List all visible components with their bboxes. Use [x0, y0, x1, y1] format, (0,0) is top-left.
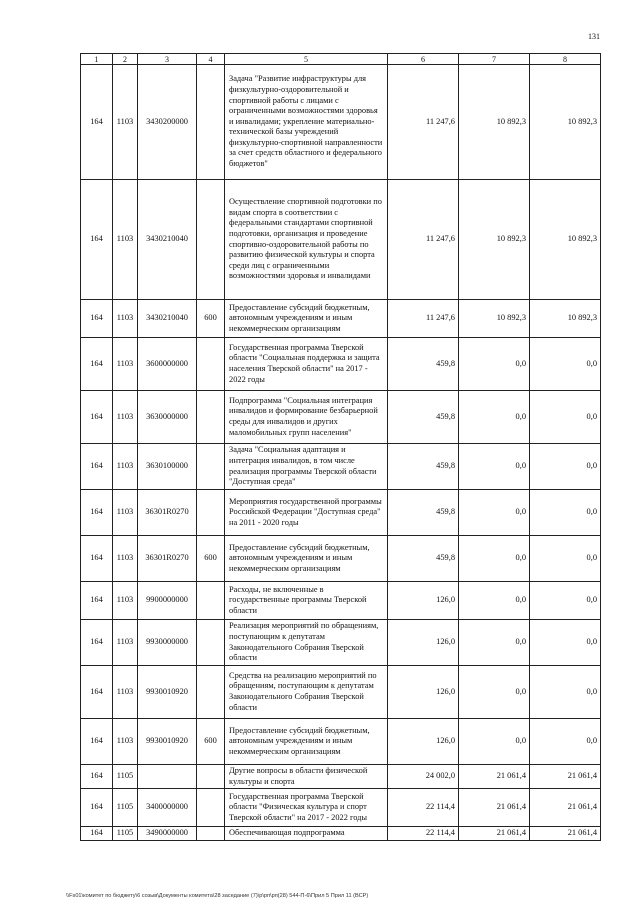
cell-grbs: 164	[81, 391, 113, 444]
cell-amount-2021: 10 892,3	[530, 180, 601, 300]
cell-amount-2021: 0,0	[530, 719, 601, 765]
cell-amount-2019: 22 114,4	[388, 827, 459, 841]
cell-amount-2021: 0,0	[530, 536, 601, 582]
header-row	[81, 54, 601, 65]
cell-description: Задача "Развитие инфраструктуры для физкультурно-оздоровительной и спортивной работы с лицами с ограниченными возможностями здоровья и инвалидами; укрепление материально-технической базы учреждений физкультурно-спортивной направленности за счет средств областного и федерального бюджетов"	[225, 65, 388, 180]
cell-section: 1103	[113, 338, 138, 391]
cell-amount-2019: 126,0	[388, 582, 459, 620]
cell-amount-2021: 0,0	[530, 444, 601, 490]
cell-amount-2020: 10 892,3	[459, 65, 530, 180]
cell-amount-2019: 11 247,6	[388, 300, 459, 338]
cell-description: Средства на реализацию мероприятий по обращениям, поступающим к депутатам Законодательного Собрания Тверской области	[225, 666, 388, 719]
cell-amount-2019: 22 114,4	[388, 789, 459, 827]
cell-amount-2019: 24 002,0	[388, 765, 459, 789]
cell-description: Государственная программа Тверской области "Социальная поддержка и защита населения Тверской области" на 2017 - 2022 годы	[225, 338, 388, 391]
table-row	[81, 536, 601, 582]
header-cell: 5	[225, 54, 388, 65]
cell-amount-2020: 0,0	[459, 391, 530, 444]
cell-expense-type	[197, 666, 225, 719]
cell-amount-2020: 0,0	[459, 536, 530, 582]
cell-description: Реализация мероприятий по обращениям, поступающим к депутатам Законодательного Собрания Тверской области	[225, 620, 388, 666]
cell-amount-2019: 126,0	[388, 620, 459, 666]
cell-expense-type	[197, 490, 225, 536]
cell-amount-2021: 21 061,4	[530, 789, 601, 827]
cell-description: Расходы, не включенные в государственные программы Тверской области	[225, 582, 388, 620]
cell-section: 1103	[113, 536, 138, 582]
table-row	[81, 300, 601, 338]
cell-amount-2019: 459,8	[388, 338, 459, 391]
table-row	[81, 65, 601, 180]
cell-section: 1103	[113, 490, 138, 536]
cell-description: Предоставление субсидий бюджетным, автономным учреждениям и иным некоммерческим организациям	[225, 536, 388, 582]
table-row	[81, 827, 601, 841]
header-cell: 6	[388, 54, 459, 65]
cell-grbs: 164	[81, 827, 113, 841]
cell-amount-2019: 126,0	[388, 666, 459, 719]
table-row	[81, 582, 601, 620]
table-row	[81, 490, 601, 536]
cell-grbs: 164	[81, 582, 113, 620]
cell-amount-2019: 11 247,6	[388, 180, 459, 300]
cell-amount-2019: 459,8	[388, 444, 459, 490]
cell-grbs: 164	[81, 180, 113, 300]
cell-target-article	[138, 765, 197, 789]
cell-description: Подпрограмма "Социальная интеграция инвалидов и формирование безбарьерной среды для инвалидов и других маломобильных групп населения"	[225, 391, 388, 444]
cell-amount-2021: 0,0	[530, 582, 601, 620]
cell-grbs: 164	[81, 300, 113, 338]
header-cell: 7	[459, 54, 530, 65]
cell-description: Государственная программа Тверской области "Физическая культура и спорт Тверской области" на 2017 - 2022 годы	[225, 789, 388, 827]
cell-target-article: 36301R0270	[138, 536, 197, 582]
cell-target-article: 36301R0270	[138, 490, 197, 536]
cell-target-article: 9900000000	[138, 582, 197, 620]
cell-amount-2021: 0,0	[530, 391, 601, 444]
cell-grbs: 164	[81, 490, 113, 536]
cell-amount-2021: 10 892,3	[530, 300, 601, 338]
file-path-footer: \\Fs01\комитет по бюджету\6 созыв\Документы комитета\28 заседание (7)\р\рп\рп(28) 544-П-6\Прил 5 Прил 11 (ВСР)	[66, 893, 369, 899]
cell-grbs: 164	[81, 444, 113, 490]
cell-amount-2021: 0,0	[530, 490, 601, 536]
cell-target-article: 3430210040	[138, 300, 197, 338]
table-row	[81, 719, 601, 765]
cell-section: 1103	[113, 300, 138, 338]
cell-target-article: 9930000000	[138, 620, 197, 666]
cell-section: 1105	[113, 765, 138, 789]
cell-expense-type	[197, 789, 225, 827]
table-row	[81, 391, 601, 444]
cell-amount-2019: 459,8	[388, 536, 459, 582]
cell-expense-type	[197, 180, 225, 300]
cell-amount-2020: 0,0	[459, 620, 530, 666]
cell-amount-2020: 0,0	[459, 490, 530, 536]
cell-target-article: 3430200000	[138, 65, 197, 180]
cell-section: 1103	[113, 620, 138, 666]
budget-table	[80, 53, 601, 841]
cell-amount-2021: 21 061,4	[530, 827, 601, 841]
table-row	[81, 666, 601, 719]
cell-amount-2021: 0,0	[530, 620, 601, 666]
cell-amount-2021: 21 061,4	[530, 765, 601, 789]
cell-amount-2021: 10 892,3	[530, 65, 601, 180]
cell-target-article: 3630100000	[138, 444, 197, 490]
table-row	[81, 338, 601, 391]
cell-target-article: 9930010920	[138, 719, 197, 765]
header-cell: 1	[81, 54, 113, 65]
cell-grbs: 164	[81, 719, 113, 765]
cell-grbs: 164	[81, 338, 113, 391]
cell-expense-type: 600	[197, 719, 225, 765]
cell-expense-type: 600	[197, 536, 225, 582]
cell-grbs: 164	[81, 65, 113, 180]
cell-grbs: 164	[81, 789, 113, 827]
cell-description: Другие вопросы в области физической культуры и спорта	[225, 765, 388, 789]
cell-target-article: 9930010920	[138, 666, 197, 719]
cell-expense-type	[197, 444, 225, 490]
cell-expense-type	[197, 338, 225, 391]
cell-description: Задача "Социальная адаптация и интеграция инвалидов, в том числе реализация программы Тверской области "Доступная среда"	[225, 444, 388, 490]
cell-amount-2019: 11 247,6	[388, 65, 459, 180]
cell-expense-type	[197, 765, 225, 789]
cell-amount-2020: 21 061,4	[459, 765, 530, 789]
cell-grbs: 164	[81, 666, 113, 719]
cell-amount-2021: 0,0	[530, 338, 601, 391]
cell-expense-type	[197, 582, 225, 620]
cell-section: 1103	[113, 582, 138, 620]
cell-amount-2020: 10 892,3	[459, 300, 530, 338]
cell-amount-2021: 0,0	[530, 666, 601, 719]
page-number: 131	[588, 32, 600, 41]
cell-description: Предоставление субсидий бюджетным, автономным учреждениям и иным некоммерческим организациям	[225, 300, 388, 338]
cell-amount-2020: 21 061,4	[459, 789, 530, 827]
cell-section: 1103	[113, 666, 138, 719]
table-row	[81, 444, 601, 490]
cell-amount-2020: 21 061,4	[459, 827, 530, 841]
cell-amount-2020: 0,0	[459, 666, 530, 719]
cell-expense-type	[197, 65, 225, 180]
header-cell: 4	[197, 54, 225, 65]
cell-amount-2020: 10 892,3	[459, 180, 530, 300]
cell-section: 1103	[113, 391, 138, 444]
cell-description: Мероприятия государственной программы Российской Федерации "Доступная среда" на 2011 - 2020 годы	[225, 490, 388, 536]
cell-section: 1105	[113, 827, 138, 841]
cell-section: 1103	[113, 180, 138, 300]
header-cell: 2	[113, 54, 138, 65]
cell-section: 1103	[113, 65, 138, 180]
cell-description: Обеспечивающая подпрограмма	[225, 827, 388, 841]
cell-amount-2020: 0,0	[459, 338, 530, 391]
cell-section: 1105	[113, 789, 138, 827]
table-row	[81, 789, 601, 827]
cell-expense-type	[197, 391, 225, 444]
cell-section: 1103	[113, 719, 138, 765]
cell-section: 1103	[113, 444, 138, 490]
cell-description: Осуществление спортивной подготовки по видам спорта в соответствии с федеральными стандартами спортивной подготовки, организация и проведение спортивно-оздоровительной работы по развитию физической культуры и спорта среди лиц с ограниченными возможностями здоровья и инвалидами	[225, 180, 388, 300]
table-row	[81, 620, 601, 666]
cell-grbs: 164	[81, 765, 113, 789]
cell-target-article: 3630000000	[138, 391, 197, 444]
header-cell: 8	[530, 54, 601, 65]
cell-description: Предоставление субсидий бюджетным, автономным учреждениям и иным некоммерческим организациям	[225, 719, 388, 765]
table-row	[81, 180, 601, 300]
cell-expense-type: 600	[197, 300, 225, 338]
cell-target-article: 3400000000	[138, 789, 197, 827]
header-cell: 3	[138, 54, 197, 65]
cell-target-article: 3490000000	[138, 827, 197, 841]
cell-grbs: 164	[81, 536, 113, 582]
cell-amount-2019: 126,0	[388, 719, 459, 765]
cell-amount-2020: 0,0	[459, 444, 530, 490]
cell-target-article: 3430210040	[138, 180, 197, 300]
cell-amount-2019: 459,8	[388, 391, 459, 444]
table-row	[81, 765, 601, 789]
cell-grbs: 164	[81, 620, 113, 666]
cell-amount-2020: 0,0	[459, 719, 530, 765]
cell-target-article: 3600000000	[138, 338, 197, 391]
cell-amount-2019: 459,8	[388, 490, 459, 536]
cell-expense-type	[197, 827, 225, 841]
cell-expense-type	[197, 620, 225, 666]
cell-amount-2020: 0,0	[459, 582, 530, 620]
